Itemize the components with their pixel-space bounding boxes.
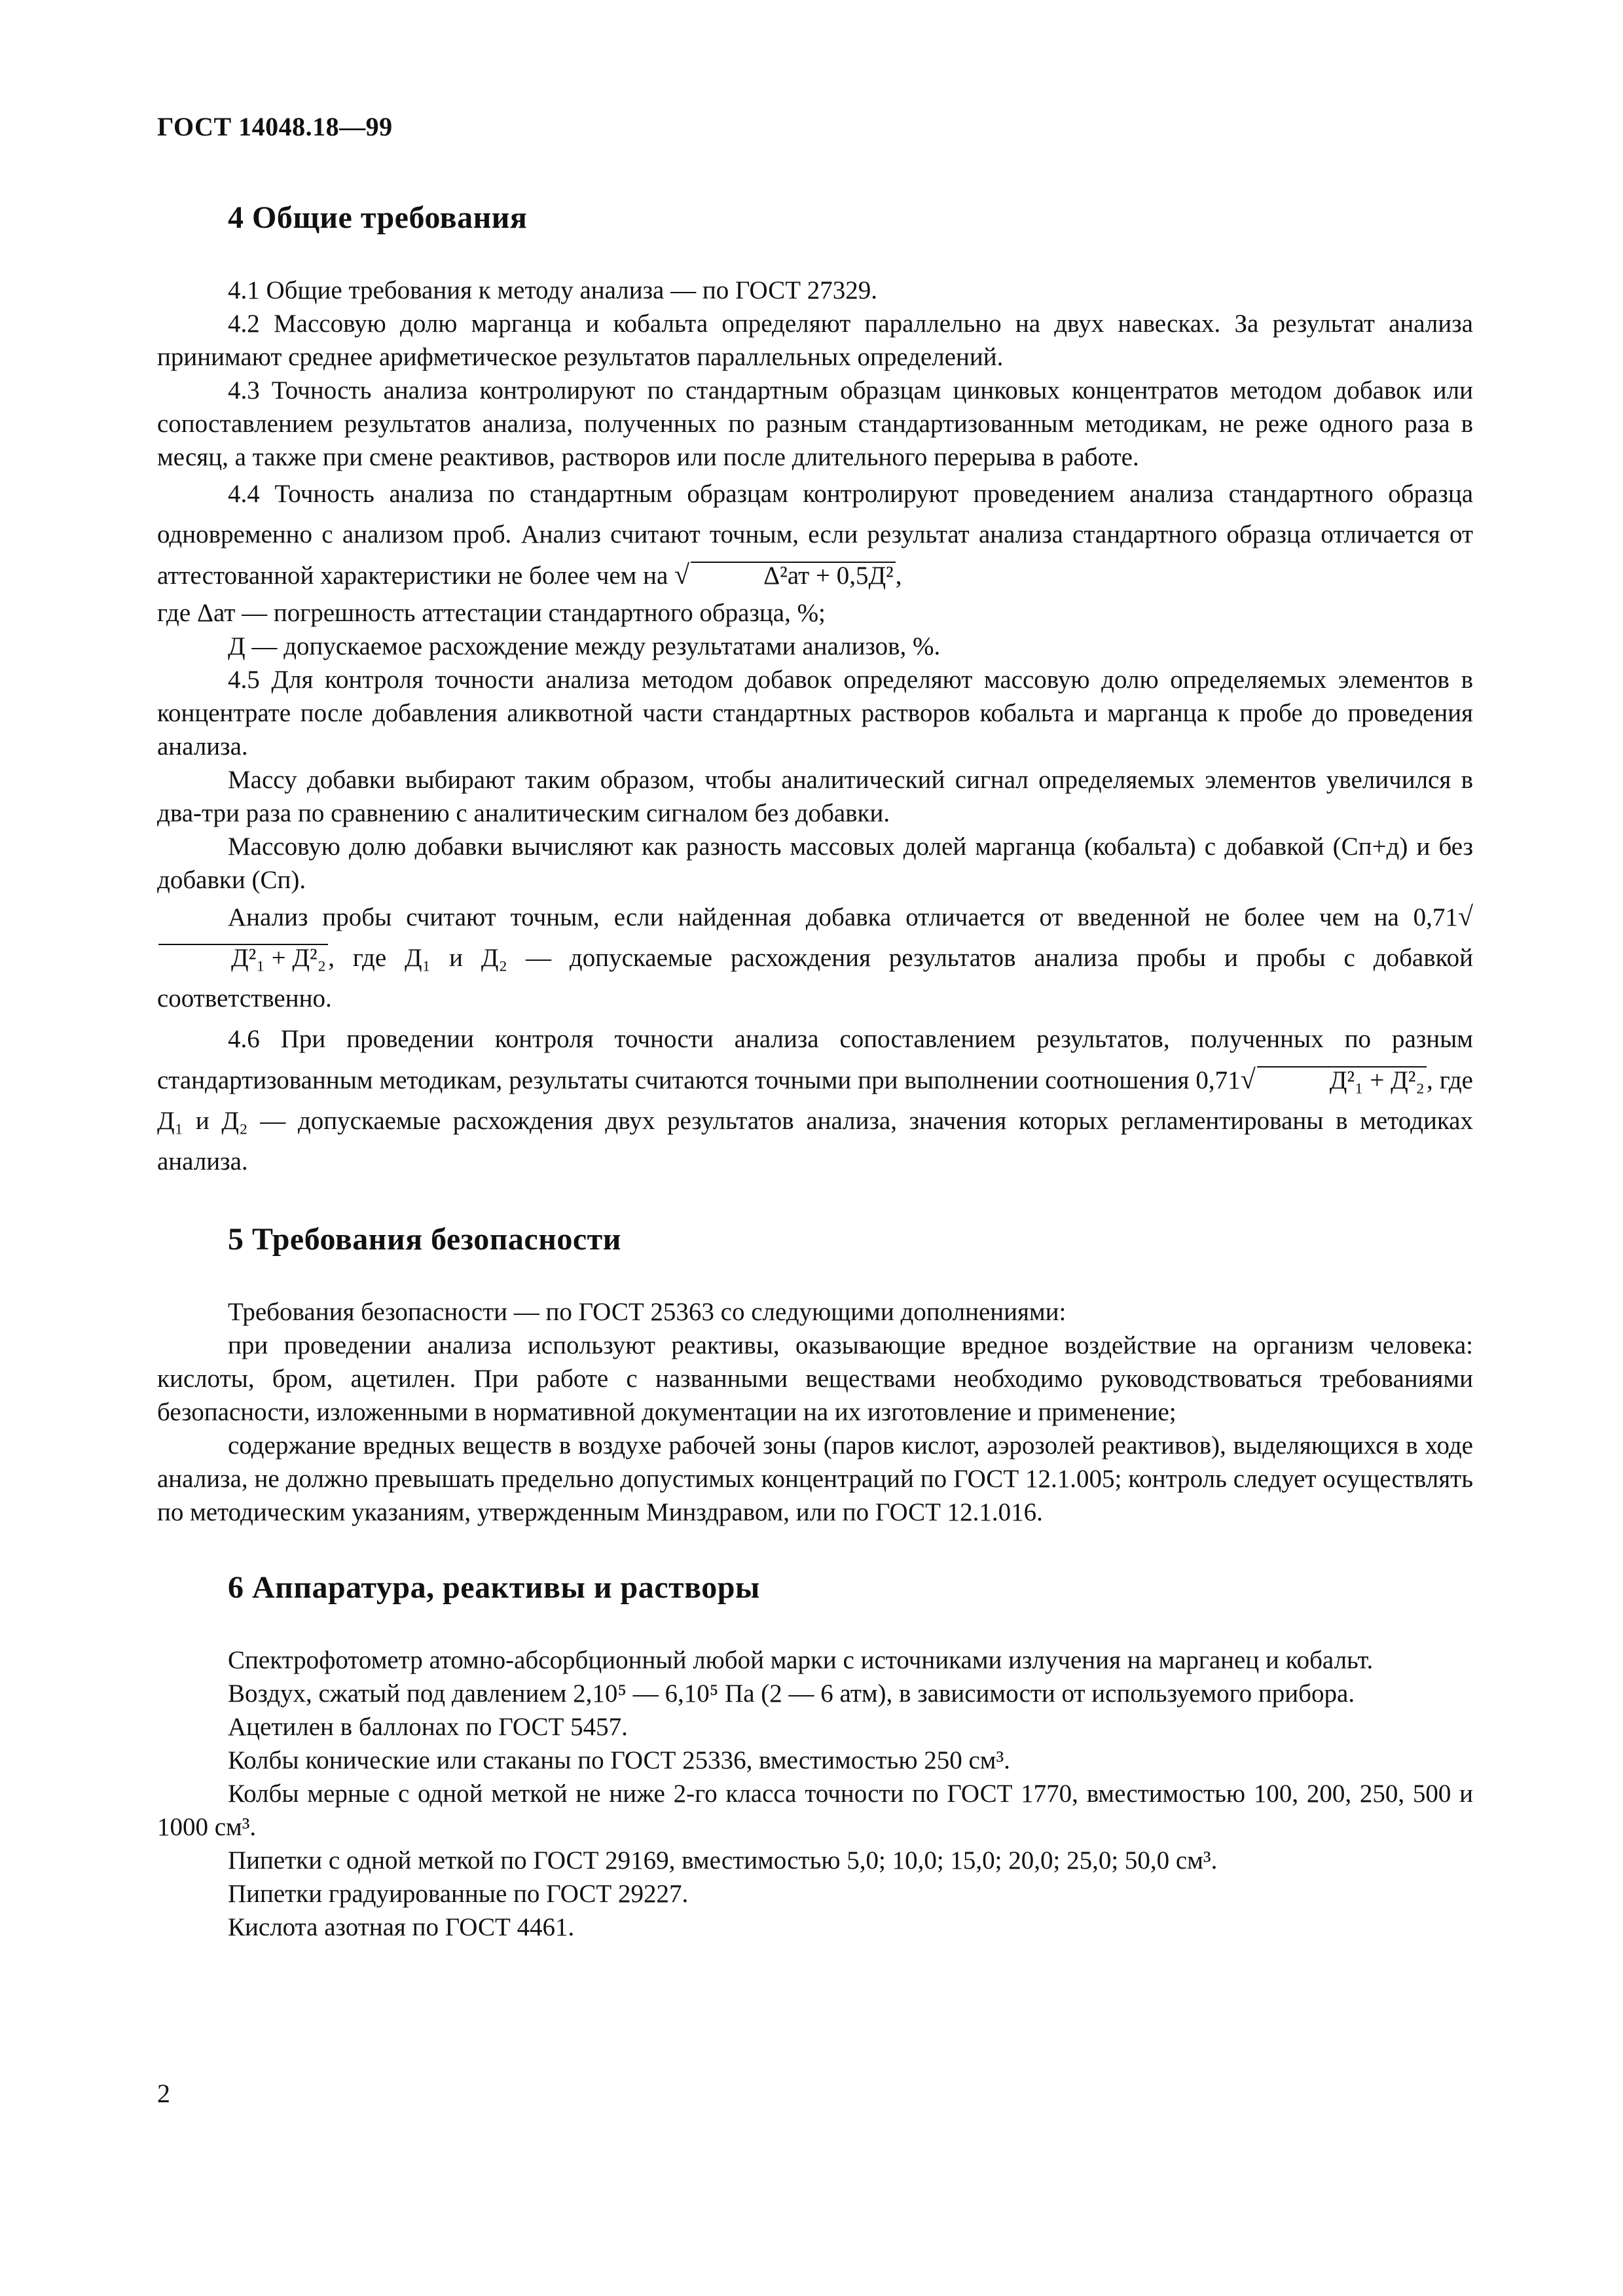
paragraph: содержание вредных веществ в воздухе рабочей зоны (паров кислот, аэрозолей реактивов), выделяющихся в ходе анализа, не должно превышать предельно допустимых концентраций по ГОСТ 12.1.005; контроль следует осуществлять по методическим указаниям, утвержденным Минздравом, или по ГОСТ 12.1.016.: [157, 1431, 1473, 1526]
section-title: 4 Общие требования: [228, 200, 528, 235]
section-title: 6 Аппаратура, реактивы и растворы: [228, 1570, 760, 1605]
paragraph: 4.3 Точность анализа контролируют по стандартным образцам цинковых концентратов методом добавок или сопоставлением результатов анализа, полученных по разным стандартизованным методикам, не реже одного раза в месяц, а также при смене реактивов, растворов или после длительного перерыва в работе.: [157, 376, 1473, 471]
paragraph: Колбы мерные с одной меткой не ниже 2-го класса точности по ГОСТ 1770, вместимостью 100, 200, 250, 500 и 1000 см³.: [157, 1780, 1473, 1841]
paragraph: Массовую долю добавки вычисляют как разность массовых долей марганца (кобальта) с добавкой (Сп+д) и без добавки (Сп).: [157, 833, 1473, 894]
document-header: ГОСТ 14048.18—99: [157, 112, 393, 141]
sqrt-icon: √: [1240, 1065, 1256, 1095]
paragraph: Пипетки с одной меткой по ГОСТ 29169, вместимостью 5,0; 10,0; 15,0; 20,0; 25,0; 50,0 см³.: [228, 1846, 1218, 1874]
paragraph: [157, 1019, 1473, 1182]
sqrt-icon: √: [674, 560, 690, 590]
paragraph-text: 4.6 При проведении контроля точности анализа сопоставлением результатов, полученных по разным стандартизованным методикам, результаты считаются точными при выполнении соотношения 0,71: [157, 1025, 1473, 1094]
formula: Δ²ат + 0,5Д²: [691, 562, 896, 589]
paragraph: 4.2 Массовую долю марганца и кобальта определяют параллельно на двух навесках. За результат анализа принимают среднее арифметическое результатов параллельных определений.: [157, 310, 1473, 371]
paragraph: при проведении анализа используют реактивы, оказывающие вредное воздействие на организм человека: кислоты, бром, ацетилен. При работе с названными веществами необходимо руководствоваться требованиями безопасности, изложенными в нормативной документации на их изготовление и применение;: [157, 1331, 1473, 1426]
paragraph: Спектрофотометр атомно-абсорбционный любой марки с источниками излучения на марганец и кобальт.: [228, 1646, 1374, 1674]
paragraph: Кислота азотная по ГОСТ 4461.: [228, 1913, 575, 1941]
paragraph: [157, 474, 1473, 596]
document-page: [157, 111, 1473, 1944]
sqrt-icon: √: [1457, 902, 1473, 932]
paragraph: Д — допускаемое расхождение между результатами анализов, %.: [228, 632, 941, 660]
paragraph: [157, 897, 1473, 1019]
paragraph: где Δат — погрешность аттестации стандартного образца, %;: [157, 599, 826, 627]
paragraph: 4.5 Для контроля точности анализа методом добавок определяют массовую долю определяемых элементов в концентрате после добавления аликвотной части стандартных растворов кобальта и марганца к пробе до проведения анализа.: [157, 666, 1473, 761]
paragraph: Воздух, сжатый под давлением 2,10⁵ — 6,10⁵ Па (2 — 6 атм), в зависимости от используемого прибора.: [228, 1679, 1355, 1708]
paragraph: Ацетилен в баллонах по ГОСТ 5457.: [228, 1713, 628, 1741]
page-number: 2: [157, 2079, 170, 2108]
paragraph-text: 4.4 Точность анализа по стандартным образцам контролируют проведением анализа стандартного образца одновременно с анализом проб. Анализ считают точным, если результат анализа стандартного образца отличается от аттестованной характеристики не более чем на: [157, 480, 1473, 590]
section-6: [157, 1570, 1473, 1944]
paragraph: Массу добавки выбирают таким образом, чтобы аналитический сигнал определяемых элементов увеличился в два-три раза по сравнению с аналитическим сигналом без добавки.: [157, 766, 1473, 827]
section-5: [157, 1221, 1473, 1529]
paragraph-text: , где Д₁ и Д₂ — допускаемые расхождения результатов анализа пробы и пробы с добавкой соответственно.: [157, 944, 1473, 1013]
paragraph: 4.1 Общие требования к методу анализа — по ГОСТ 27329.: [228, 276, 878, 304]
formula: Д²₁ + Д²₂: [158, 944, 328, 971]
paragraph-text: Анализ пробы считают точным, если найденная добавка отличается от введенной не более чем на 0,71: [228, 903, 1458, 931]
formula-tail: ,: [895, 562, 902, 590]
formula: Д²₁ + Д²₂: [1257, 1066, 1427, 1094]
paragraph: Колбы конические или стаканы по ГОСТ 25336, вместимостью 250 см³.: [228, 1746, 1010, 1774]
paragraph: Пипетки градуированные по ГОСТ 29227.: [228, 1880, 689, 1908]
section-4: [157, 200, 1473, 1182]
paragraph: Требования безопасности — по ГОСТ 25363 со следующими дополнениями:: [228, 1298, 1067, 1326]
section-title: 5 Требования безопасности: [228, 1222, 621, 1257]
paragraph-text: , где Д₁ и Д₂ — допускаемые расхождения двух результатов анализа, значения которых регламентированы в методиках анализа.: [157, 1066, 1473, 1175]
